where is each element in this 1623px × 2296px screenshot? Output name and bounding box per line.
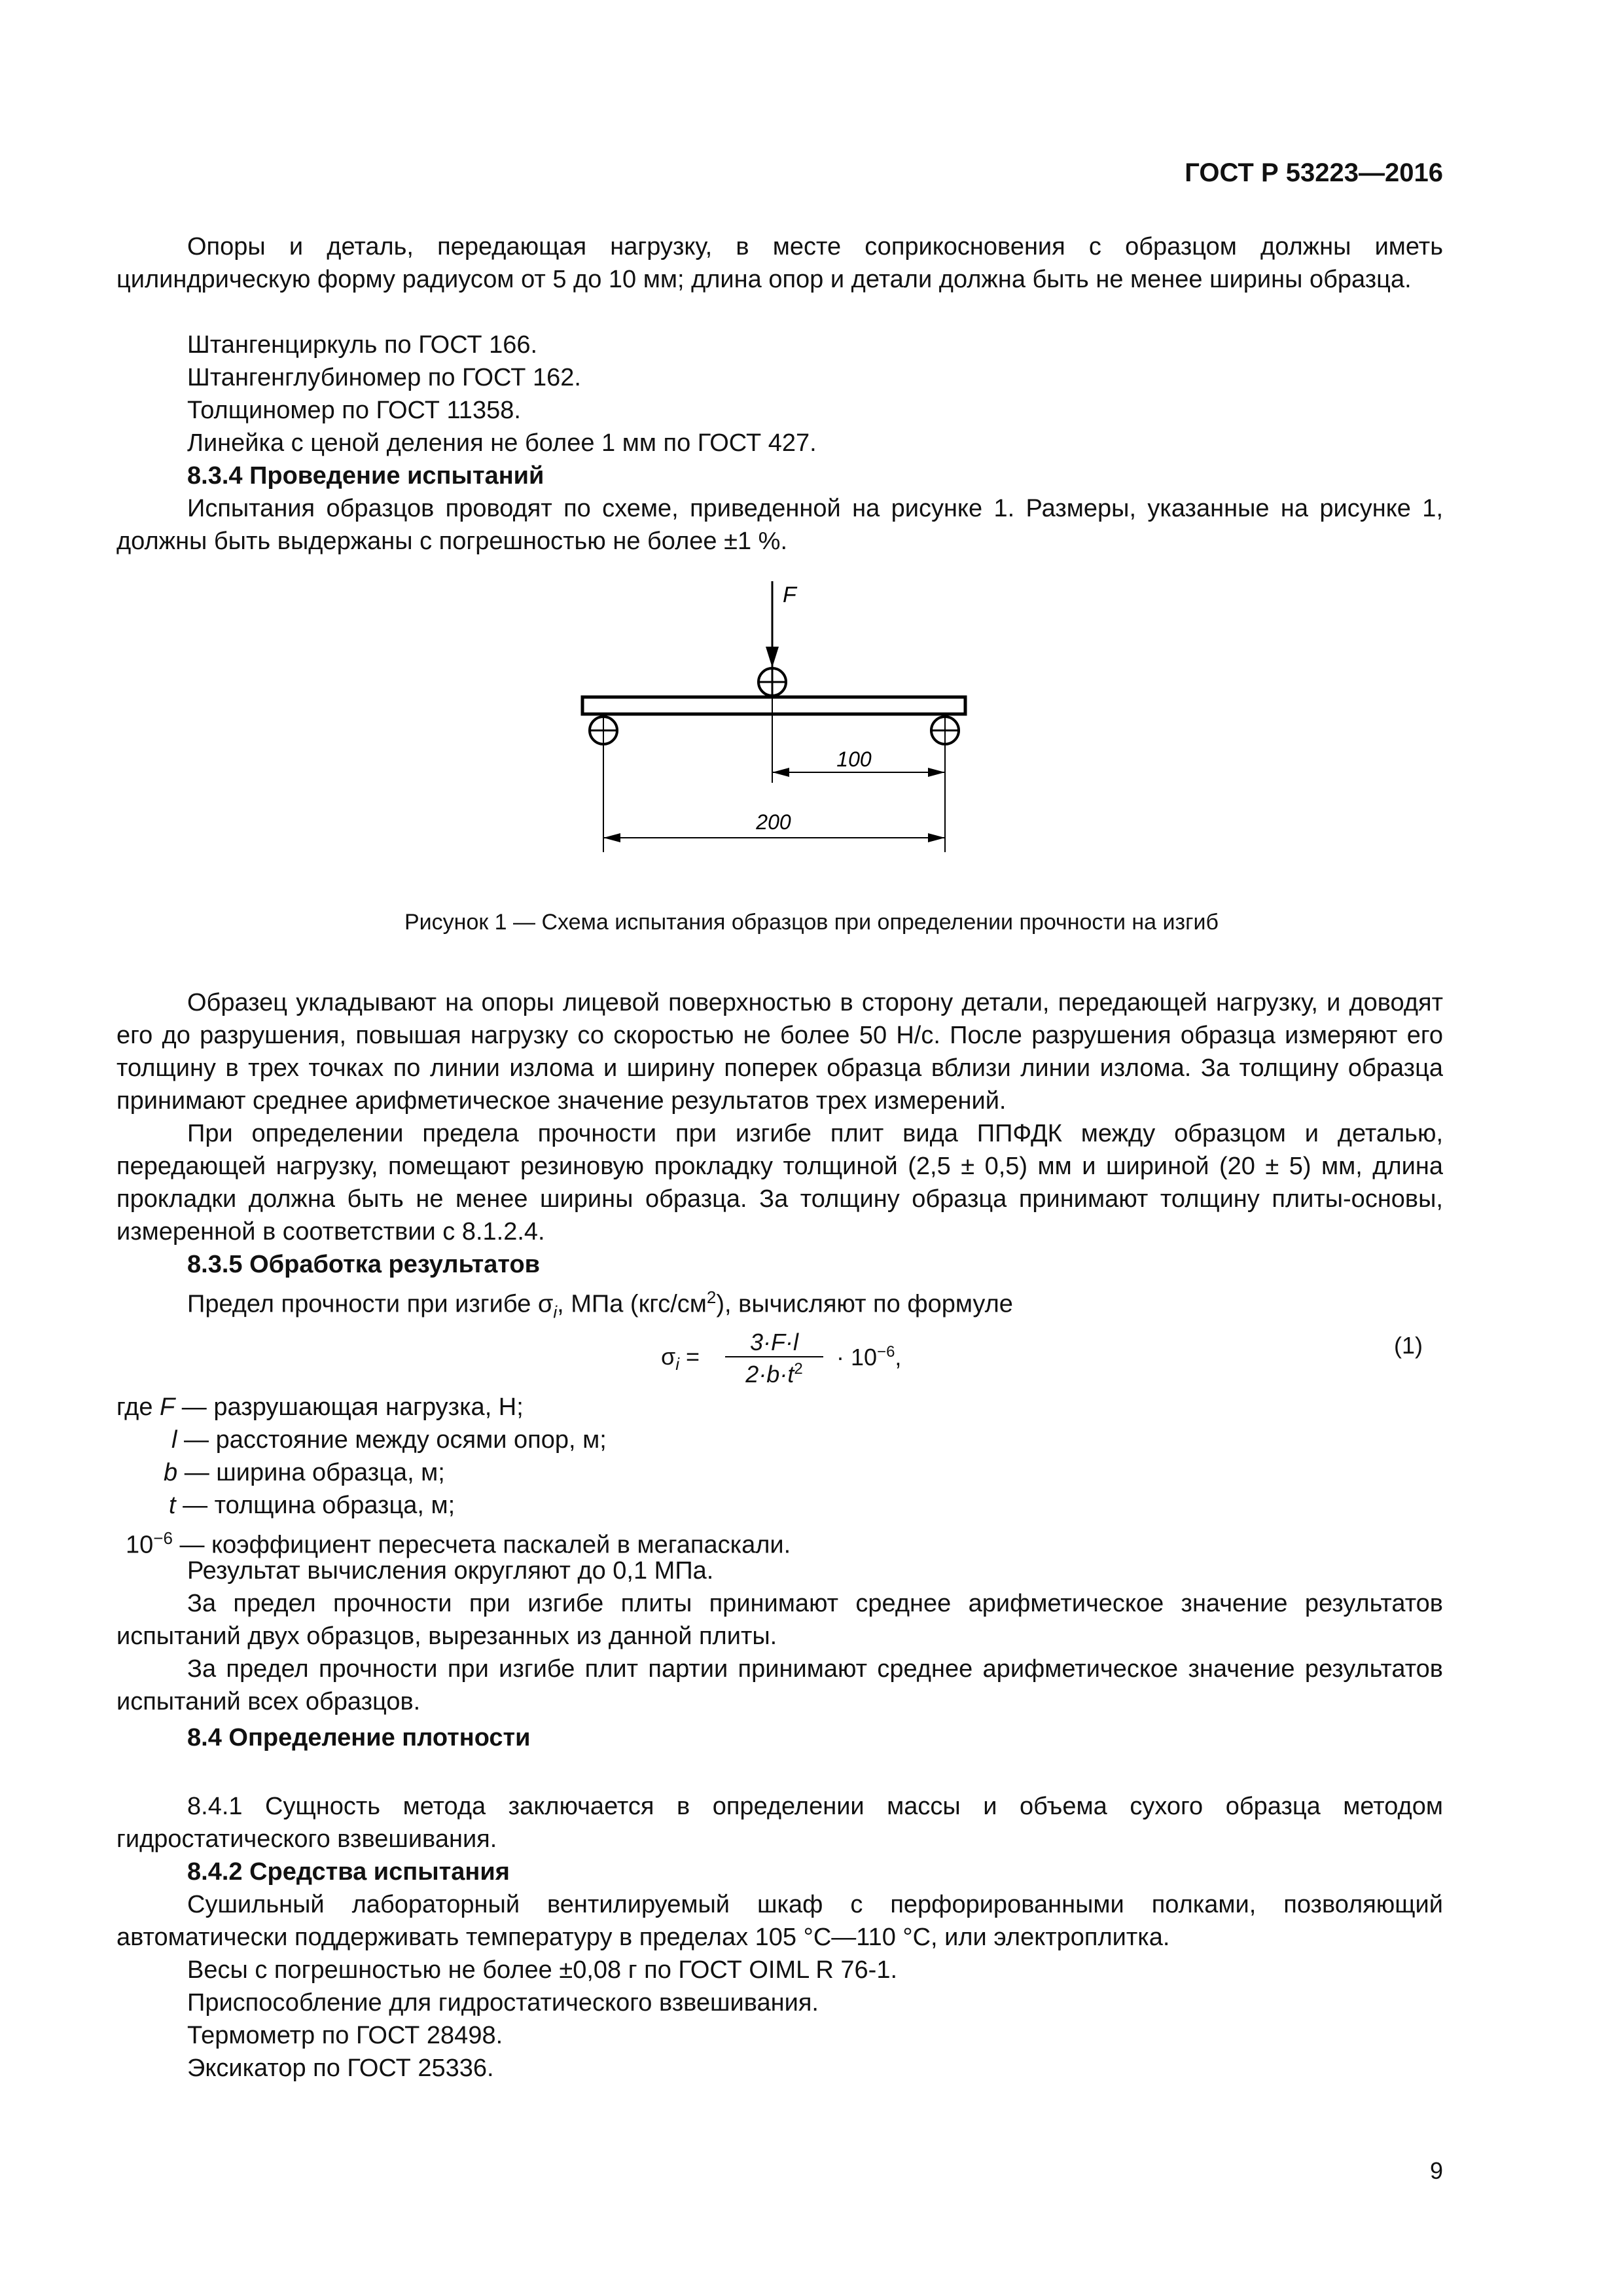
paragraph-ppfdk: При определении предела прочности при изгибе плит вида ППФДК между образцом и деталью, передающей нагрузку, помещают резиновую прокладку толщиной (2,5 ± 0,5) мм и шириной (20 ± 5) мм, длина прокладки должна быть не менее ширины образца. За толщину образца принимают толщину плиты-основы, измеренной в соответствии с 8.1.2.4. [116,1120,1443,1246]
page-number: 9 [1429,2157,1443,2184]
rounding-note: Результат вычисления округляют до 0,1 МПа. [187,1557,714,1585]
legend-row: b — ширина образца, м; [164,1459,445,1486]
list-item: Штангенциркуль по ГОСТ 166. [187,331,538,359]
paragraph-density-method: 8.4.1 Сущность метода заключается в определении массы и объема сухого образца методом гидростатического взвешивания. [116,1793,1443,1853]
section-heading-8-4-2: 8.4.2 Средства испытания [187,1858,510,1886]
section-heading-8-3-5: 8.3.5 Обработка результатов [187,1251,541,1278]
list-item: Штангенглубиномер по ГОСТ 162. [187,364,581,391]
paragraph-procedure: Образец укладывают на опоры лицевой поверхностью в сторону детали, передающей нагрузку, и доводят его до разрушения, повышая нагрузку со скоростью не более 50 Н/с. После разрушения образца измеряют его толщину в трех точках по линии излома и ширину поперек образца вблизи линии излома. За толщину образца принимают среднее арифметическое значение результатов трех измерений. [116,989,1443,1115]
force-arrow-head [766,647,779,668]
legend-row: $10^{-6}$ — коэффициент пересчета паскалей в мегапаскали. [126,1528,791,1559]
force-label: F [783,583,796,607]
list-item: Линейка с ценой деления не более 1 мм по ГОСТ 427. [187,429,817,457]
specimen-beam [582,697,965,714]
fraction-bar [725,1356,823,1357]
formula-denominator: $2\cdot b\cdot t^2$ [745,1360,803,1388]
list-item: Эксикатор по ГОСТ 25336. [187,2054,494,2082]
dimension-200-label: 200 [756,810,791,834]
dimension-100-label: 100 [836,747,872,771]
legend-row: t — толщина образца, м; [169,1492,455,1519]
paragraph-test-scheme: Испытания образцов проводят по схеме, приведенной на рисунке 1. Размеры, указанные на рисунке 1, должны быть выдержаны с погрешностью не более ±1 %. [116,495,1443,555]
list-item: Термометр по ГОСТ 28498. [187,2022,503,2049]
document-code-header: ГОСТ Р 53223—2016 [1185,158,1443,187]
legend-row: где F — разрушающая нагрузка, Н; [116,1393,524,1421]
formula-numerator: 3·F·l [750,1329,798,1355]
figure-caption: Рисунок 1 — Схема испытания образцов при определении прочности на изгиб [404,910,1219,935]
section-heading-8-4: 8.4 Определение плотности [187,1724,531,1751]
bending-test-diagram [0,576,1623,870]
paragraph-plate-result: За предел прочности при изгибе плиты принимают среднее арифметическое значение результатов испытаний двух образцов, вырезанных из данной плиты. [116,1590,1443,1650]
legend-row: l — расстояние между осями опор, м; [171,1426,607,1454]
formula-number: (1) [1394,1332,1423,1359]
list-item: Весы с погрешностью не более ±0,08 г по ГОСТ OIML R 76-1. [187,1956,898,1984]
paragraph-supports: Опоры и деталь, передающая нагрузку, в месте соприкосновения с образцом должны иметь цилиндрическую форму радиусом от 5 до 10 мм; длина опор и детали должна быть не менее ширины образца. [116,233,1443,293]
formula-intro: Предел прочности при изгибе $\sigma_i$, МПа $(кгс/см^2)$, вычисляют по формуле [187,1287,1013,1322]
list-item: Приспособление для гидростатического взвешивания. [187,1989,819,2017]
list-item: Толщиномер по ГОСТ 11358. [187,397,521,424]
paragraph-batch-result: За предел прочности при изгибе плит партии принимают среднее арифметическое значение результатов испытаний всех образцов. [116,1655,1443,1715]
section-heading-8-3-4: 8.3.4 Проведение испытаний [187,462,544,490]
paragraph-drying-cabinet: Сушильный лабораторный вентилируемый шкаф с перфорированными полками, позволяющий автоматически поддерживать температуру в пределах 105 °С—110 °С, или электроплитка. [116,1891,1443,1951]
